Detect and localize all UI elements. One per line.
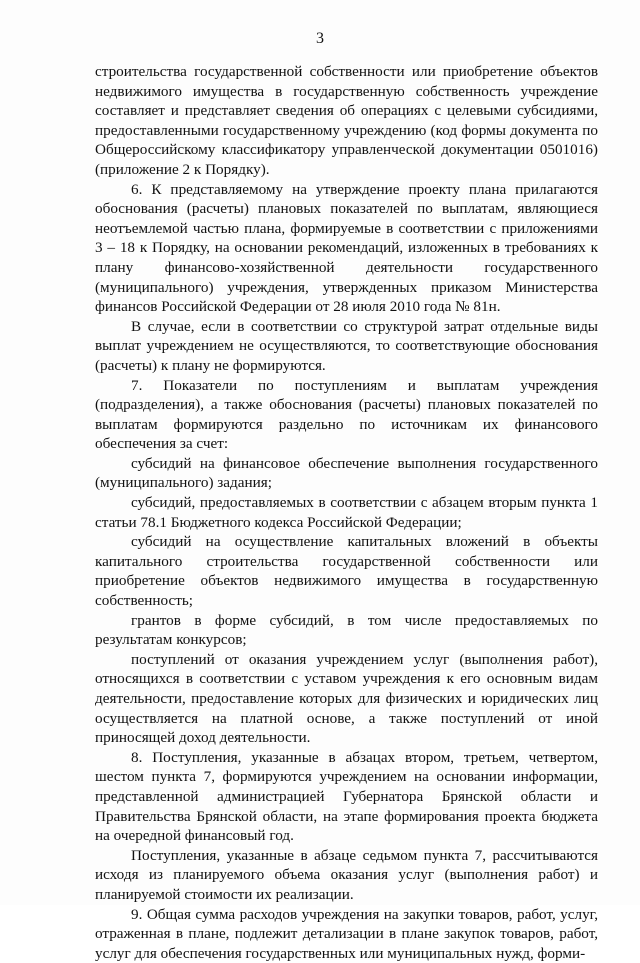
paragraph: 8. Поступления, указанные в абзацах втором, третьем, четвертом, шестом пункта 7, формируются учреждением на основании информации, представленной администрацией Губернатора Брянской области и Правительства Брянской области, на этапе формирования проекта бюджета на очередной финансовый год. [95, 748, 598, 845]
paragraph: поступлений от оказания учреждением услуг (выполнения работ), относящихся в соответствии с уставом учреждения к его основным видам деятельности, предоставление которых для физических и юридических лиц осуществляется на платной основе, а также поступлений от иной приносящей доход деятельности. [95, 650, 598, 747]
paragraph: строительства государственной собственности или приобретение объектов недвижимого имущества в государственную собственность учреждение составляет и представляет сведения об операциях с целевыми субсидиями, предоставленными государственному учреждению (код формы документа по Общероссийскому классификатору управленческой документации 0501016) (приложение 2 к Порядку). [95, 63, 598, 178]
paragraph: Поступления, указанные в абзаце седьмом пункта 7, рассчитываются исходя из планируемого объема оказания услуг (выполнения работ) и планируемой стоимости их реализации. [95, 846, 598, 903]
paragraph: субсидий на осуществление капитальных вложений в объекты капитального строительства государственной собственности или приобретение объектов недвижимого имущества в государственную собственность; [95, 533, 598, 610]
paragraph: В случае, если в соответствии со структурой затрат отдельные виды выплат учреждением не осуществляются, то соответствующие обоснования (расчеты) к плану не формируются. [95, 317, 598, 374]
paragraph: грантов в форме субсидий, в том числе предоставляемых по результатам конкурсов; [95, 611, 598, 649]
paragraph: 6. К представляемому на утверждение проекту плана прилагаются обоснования (расчеты) плановых показателей по выплатам, являющиеся неотъемлемой частью плана, формируемые в соответствии с приложениями 3 – 18 к Порядку, на основании рекомендаций, изложенных в требованиях к плану финансово-хозяйственной деятельности государственного (муниципального) учреждения, утвержденных приказом Министерства финансов Российской Федерации от 28 июля 2010 года № 81н. [95, 180, 598, 316]
document-body [95, 62, 598, 963]
paragraph: 9. Общая сумма расходов учреждения на закупки товаров, работ, услуг, отраженная в плане, подлежит детализации в плане закупок товаров, работ, услуг для обеспечения государственных или муниципальных нужд, форми- [95, 905, 598, 962]
paragraph: субсидий, предоставляемых в соответствии с абзацем вторым пункта 1 статьи 78.1 Бюджетного кодекса Российской Федерации; [95, 494, 598, 531]
page-number: 3 [316, 30, 324, 47]
paragraph: субсидий на финансовое обеспечение выполнения государственного (муниципального) задания; [95, 454, 598, 492]
paragraph: 7. Показатели по поступлениям и выплатам учреждения (подразделения), а также обоснования (расчеты) плановых показателей по выплатам формируются раздельно по источникам их финансового обеспечения за счет: [95, 376, 598, 453]
